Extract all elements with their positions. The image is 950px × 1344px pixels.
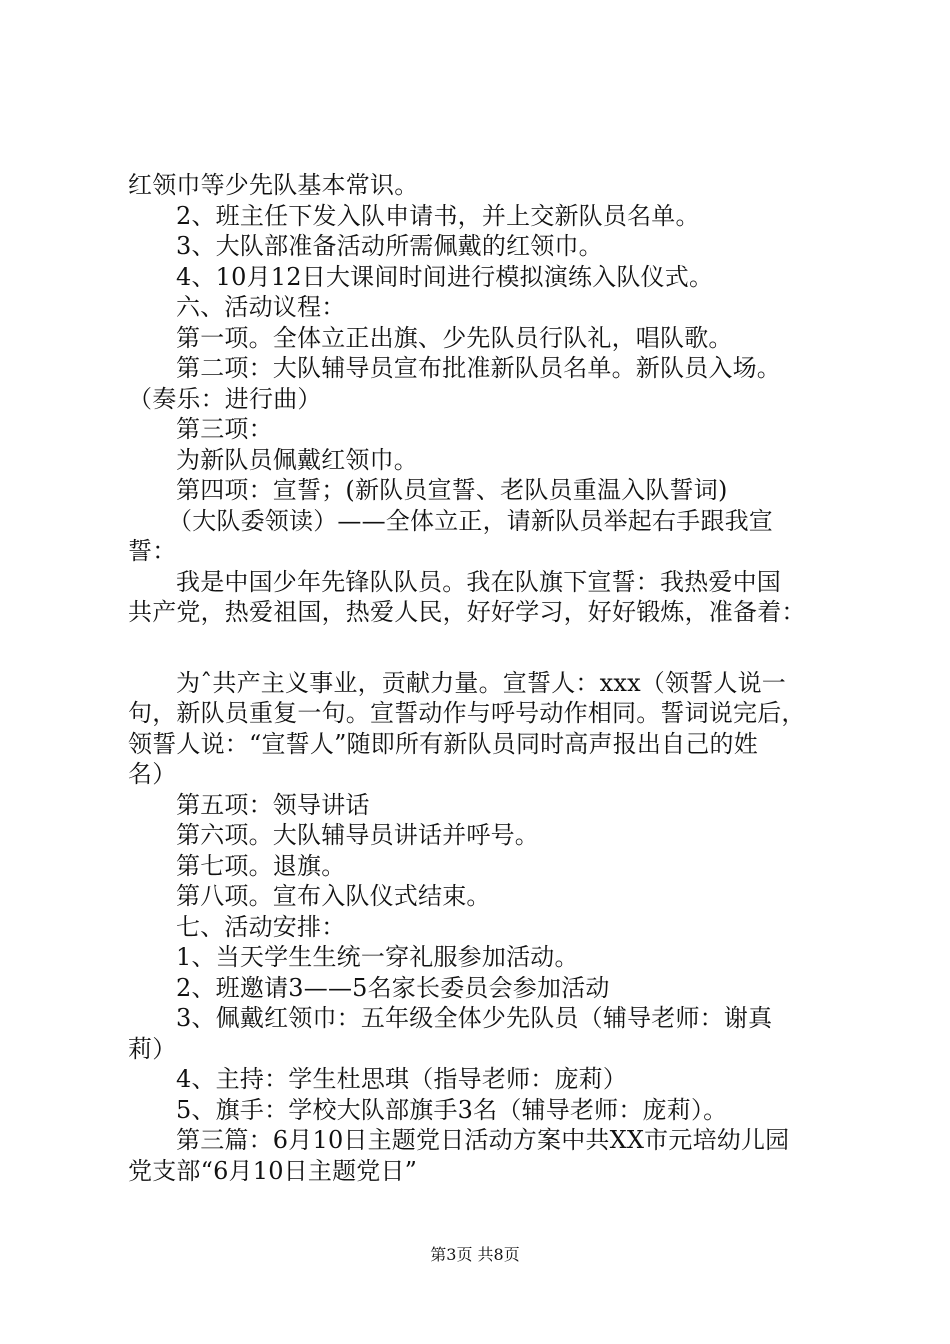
text-line: 句，新队员重复一句。宣誓动作与呼号动作相同。誓词说完后， <box>128 699 806 727</box>
text-line: 党支部“6月10日主题党日” <box>128 1156 418 1185</box>
text-line: 为ˆ共产主义事业，贡献力量。宣誓人：xxx（领誓人说一 <box>176 668 787 697</box>
text-line: 3、佩戴红领巾：五年级全体少先队员（辅导老师：谢真 <box>176 1004 773 1032</box>
document-body <box>128 170 838 1186</box>
text-line: 1、当天学生生统一穿礼服参加活动。 <box>176 943 579 971</box>
text-line: 4、主持：学生杜思琪（指导老师：庞莉） <box>176 1065 628 1093</box>
text-line: （大队委领读）——全体立正，请新队员举起右手跟我宣 <box>168 506 773 535</box>
text-line: 我是中国少年先锋队队员。我在队旗下宣誓：我热爱中国 <box>176 567 781 596</box>
text-line: 3、大队部准备活动所需佩戴的红领巾。 <box>176 232 603 260</box>
text-line: 誓： <box>128 537 177 565</box>
text-line: 第四项：宣誓；(新队员宣誓、老队员重温入队誓词) <box>176 476 728 504</box>
page-number: 第3页 共8页 <box>430 1245 520 1264</box>
text-line: 第五项：领导讲话 <box>176 790 370 819</box>
text-line: 2、班主任下发入队申请书，并上交新队员名单。 <box>176 201 700 230</box>
text-line: 2、班邀请3——5名家长委员会参加活动 <box>176 973 610 1002</box>
text-line: 第一项。全体立正出旗、少先队员行队礼，唱队歌。 <box>176 323 733 352</box>
blank-gap <box>128 628 838 668</box>
text-line: 5、旗手：学校大队部旗手3名（辅导老师：庞莉）。 <box>176 1095 728 1124</box>
text-line: 名） <box>128 760 177 788</box>
text-line: 共产党，热爱祖国，热爱人民，好好学习，好好锻炼，准备着： <box>128 598 806 626</box>
text-line: 第七项。退旗。 <box>176 851 346 880</box>
text-line: （奏乐：进行曲） <box>128 384 322 413</box>
text-line: 为新队员佩戴红领巾。 <box>176 445 418 474</box>
text-line: 第三篇：6月10日主题党日活动方案中共XX市元培幼儿园 <box>176 1126 790 1154</box>
section-heading: 七、活动安排： <box>176 912 346 941</box>
text-line: 第三项： <box>176 415 273 443</box>
text-line: 领誓人说：“宣誓人”随即所有新队员同时高声报出自己的姓 <box>128 729 758 758</box>
text-line: 莉） <box>128 1034 177 1063</box>
section-heading: 六、活动议程： <box>176 293 346 321</box>
text-line: 第六项。大队辅导员讲话并呼号。 <box>176 821 539 849</box>
text-line: 红领巾等少先队基本常识。 <box>128 171 419 199</box>
text-line: 第八项。宣布入队仪式结束。 <box>176 882 491 910</box>
text-line: 4、10月12日大课间时间进行模拟演练入队仪式。 <box>176 262 714 291</box>
text-line: 第二项：大队辅导员宣布批准新队员名单。新队员入场。 <box>176 354 781 382</box>
